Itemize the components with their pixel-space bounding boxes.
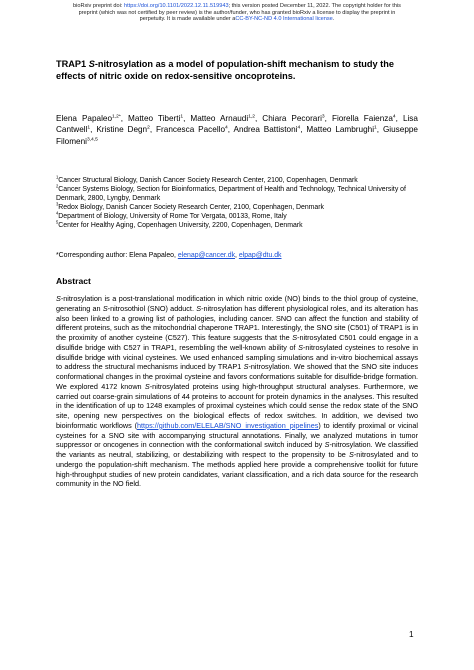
abstract-heading: Abstract bbox=[56, 276, 91, 286]
author-affiliation-marker: 4 bbox=[297, 125, 301, 131]
author-list: Elena Papaleo$^{1,2*}$, Matteo Tiberti$^1$, Matteo Arnaudi$^{1,2}$, Chiara Pecorari$^3$, Fiorella Faienza$^4$, Lisa Cantwell$^1$, Kristine Degn$^2$, Francesca Pacello$^4$, Andrea Battistoni$^4$, Matteo Lambrughi$^1$, Giuseppe Filomeni$^{3,4,5}$ bbox=[56, 114, 418, 146]
author-affiliation-marker: 1 bbox=[180, 114, 184, 120]
author: Matteo Lambrughi$^1$ bbox=[306, 125, 377, 135]
author: Fiorella Faienza$^4$ bbox=[331, 114, 396, 123]
preprint-header: bioRxiv preprint doi: https://doi.org/10.1101/2022.12.11.519943; this version posted December 11, 2022. The copyright holder for this preprint (which was not certified by peer review) is the author/funder, who has granted bioRxiv a license to display the preprint in perpetuity. It is made available under aCC-BY-NC-ND 4.0 International license. bbox=[73, 3, 401, 23]
author: Lisa Cantwell$^1$ bbox=[56, 114, 418, 135]
affiliation-item: $^2$Cancer Systems Biology, Section for Bioinformatics, Department of Health and Technology, Technical University of Denmark, 2800, Lyngby, Denmark bbox=[56, 183, 406, 203]
github-link[interactable]: https://github.com/ELELAB/SNO_investigation_pipelines bbox=[137, 420, 319, 430]
affiliation-number: 3 bbox=[56, 201, 59, 207]
affiliation-item: $^4$Department of Biology, University of Rome Tor Vergata, 00133, Rome, Italy bbox=[56, 211, 287, 221]
author: Matteo Arnaudi$^{1,2}$ bbox=[190, 114, 256, 123]
author-affiliation-marker: 1,2 bbox=[248, 114, 256, 120]
author: Giuseppe Filomeni$^{3,4,5}$ bbox=[56, 125, 418, 146]
author-affiliation-marker: 4 bbox=[225, 125, 228, 131]
affiliation-item: $^1$Cancer Structural Biology, Danish Cancer Society Research Center, 2100, Copenhagen, Denmark bbox=[56, 174, 358, 184]
corresponding-author: *Corresponding author: Elena Papaleo, elenap@cancer.dk, elpap@dtu.dk bbox=[56, 252, 282, 259]
email-link-2[interactable]: elpap@dtu.dk bbox=[238, 252, 282, 259]
author: Kristine Degn$^2$ bbox=[96, 125, 150, 135]
affiliations bbox=[56, 176, 418, 231]
author-affiliation-marker: 1 bbox=[374, 125, 377, 131]
author: Andrea Battistoni$^4$ bbox=[233, 125, 301, 135]
author-affiliation-marker: 4 bbox=[392, 114, 396, 120]
affiliation-number: 2 bbox=[56, 183, 59, 189]
paper-title: TRAP1 S-nitrosylation as a model of population-shift mechanism to study the effects of nitric oxide on redox-sensitive oncoproteins. bbox=[56, 59, 394, 81]
author-affiliation-marker: 1,2* bbox=[112, 114, 121, 120]
author-affiliation-marker: 3 bbox=[321, 114, 325, 120]
author: Francesca Pacello$^4$ bbox=[156, 125, 228, 135]
author: Elena Papaleo$^{1,2*}$ bbox=[56, 114, 121, 123]
license-link[interactable]: CC-BY-NC-ND 4.0 International license bbox=[235, 16, 333, 23]
email-link-1[interactable]: elenap@cancer.dk bbox=[177, 252, 236, 259]
author: Chiara Pecorari$^3$ bbox=[262, 114, 325, 123]
author-affiliation-marker: 2 bbox=[147, 125, 150, 131]
doi-link[interactable]: https://doi.org/10.1101/2022.12.11.519943 bbox=[124, 3, 229, 9]
author-affiliation-marker: 3,4,5 bbox=[86, 136, 98, 142]
affiliation-item: $^3$Redox Biology, Danish Cancer Society Research Center, 2100, Copenhagen, Denmark bbox=[56, 201, 324, 212]
affiliation-number: 5 bbox=[56, 220, 59, 226]
page-number: 1 bbox=[409, 630, 414, 639]
author: Matteo Tiberti$^1$ bbox=[128, 114, 184, 123]
affiliation-number: 1 bbox=[56, 174, 59, 180]
abstract-body: S-nitrosylation is a post-translational modification in which nitric oxide (NO) binds to the thiol group of cysteine, generating an S-nitrosothiol (SNO) adduct. S-nitrosylation has different physiological roles, and its alteration has also been linked to a growing list of pathologies, including cancer. SNO can affect the function and stability of different proteins, such as the mitochondrial chaperone TRAP1. Interestingly, the SNO site (C501) of TRAP1 is in the proximity of another cysteine (C527). This feature suggests that the S-nitrosylated C501 could engage in a disulfide bridge with C527 in TRAP1, resembling the well-known ability of S-nitrosylated cysteines to resolve in disulfide bridge with vicinal cysteines. We used enhanced sampling simulations and in-vitro biochemical assays to address the structural mechanisms induced by TRAP1 S-nitrosylation. We showed that the SNO site induces conformational changes in the proximal cysteine and favors conformations suitable for disulfide-bridge formation. We explored 4172 known S-nitrosylated proteins using high-throughput structural analyses. Furthermore, we carried out coarse-grain simulations of 44 proteins to account for protein dynamics in the analyses. This resulted in the identification of up to 1248 examples of proximal cysteines which could sense the redox state of the SNO site, opening new perspectives on the biological effects of redox switches. In addition, we devised two bioinformatic workflows (https://github.com/ELELAB/SNO_investigation_pipelines) to identify proximal or vicinal cysteines for a SNO site with accompanying structural annotations. Finally, we analyzed mutations in tumor suppressor or oncogenes in connection with the conformational switch induced by S-nitrosylation. We classified the variants as neutral, stabilizing, or destabilizing with respect to the propensity to be S-nitrosylated and to undergo the population-shift mechanism. The methods applied here provide a comprehensive toolkit for future high-throughput studies of new protein candidates, variant classification, and a rich data source for the research community in the NO field. bbox=[56, 294, 418, 489]
affiliation-item: $^5$Center for Healthy Aging, Copenhagen University, 2200, Copenhagen, Denmark bbox=[56, 220, 303, 230]
affiliation-number: 4 bbox=[56, 211, 59, 217]
author-affiliation-marker: 1 bbox=[87, 125, 91, 131]
